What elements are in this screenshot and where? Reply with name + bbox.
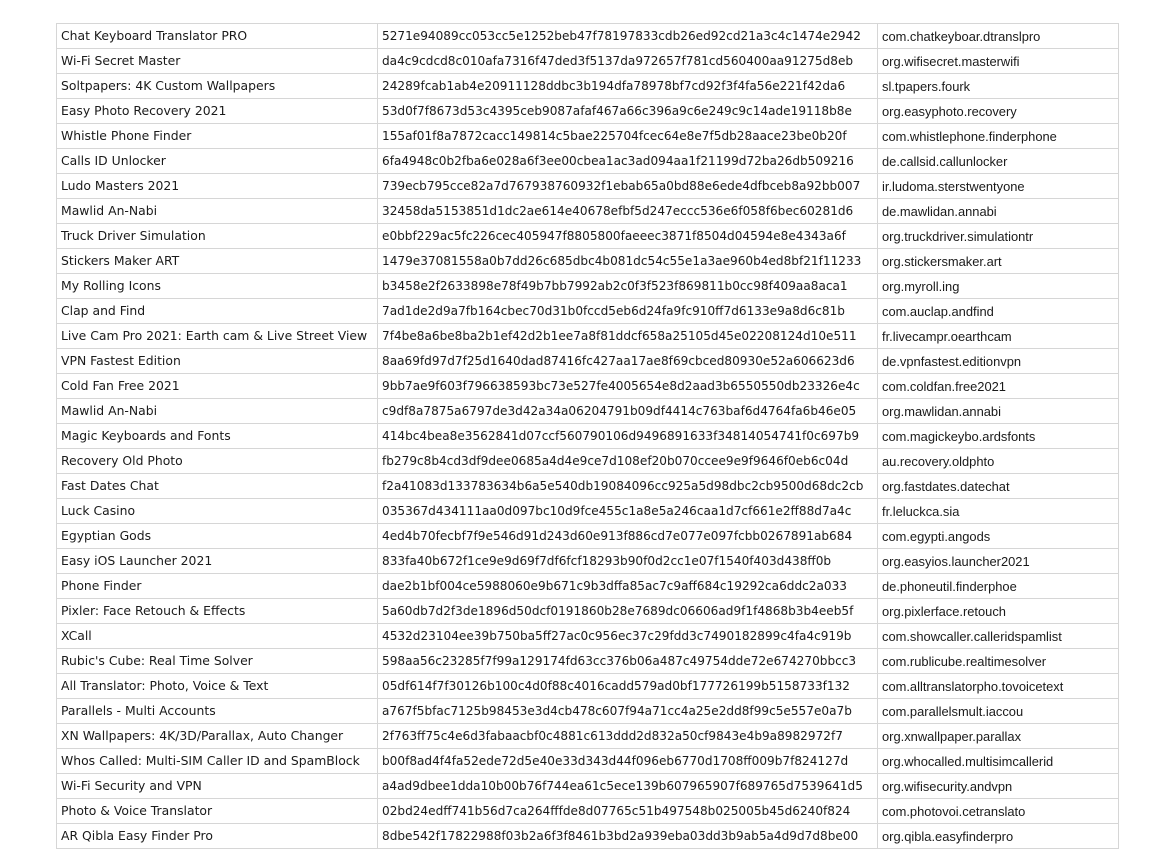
sha256-hash-cell: b00f8ad4f4fa52ede72d5e40e33d343d44f096eb6770d1708ff009b7f824127d (378, 749, 878, 774)
package-name-cell: org.stickersmaker.art (878, 249, 1119, 274)
app-name-cell: Mawlid An-Nabi (57, 399, 378, 424)
app-name-cell: AR Qibla Easy Finder Pro (57, 824, 378, 849)
package-name-cell: org.wifisecret.masterwifi (878, 49, 1119, 74)
app-name-cell: Ludo Masters 2021 (57, 174, 378, 199)
app-name-cell: Parallels - Multi Accounts (57, 699, 378, 724)
package-name-cell: com.egypti.angods (878, 524, 1119, 549)
app-name-cell: Whos Called: Multi-SIM Caller ID and SpamBlock (57, 749, 378, 774)
app-name-cell: Easy Photo Recovery 2021 (57, 99, 378, 124)
app-name-cell: Calls ID Unlocker (57, 149, 378, 174)
app-name-cell: Wi-Fi Secret Master (57, 49, 378, 74)
app-list-table (56, 23, 1119, 849)
sha256-hash-cell: f2a41083d133783634b6a5e540db19084096cc925a5d98dbc2cb9500d68dc2cb (378, 474, 878, 499)
package-name-cell: ir.ludoma.sterstwentyone (878, 174, 1119, 199)
package-name-cell: com.auclap.andfind (878, 299, 1119, 324)
sha256-hash-cell: 4532d23104ee39b750ba5ff27ac0c956ec37c29fdd3c7490182899c4fa4c919b (378, 624, 878, 649)
sha256-hash-cell: 414bc4bea8e3562841d07ccf560790106d9496891633f34814054741f0c697b9 (378, 424, 878, 449)
table-row (57, 149, 1119, 174)
table-row (57, 274, 1119, 299)
sha256-hash-cell: a4ad9dbee1dda10b00b76f744ea61c5ece139b607965907f689765d7539641d5 (378, 774, 878, 799)
app-name-cell: Photo & Voice Translator (57, 799, 378, 824)
sha256-hash-cell: 1479e37081558a0b7dd26c685dbc4b081dc54c55e1a3ae960b4ed8bf21f11233 (378, 249, 878, 274)
app-name-cell: Rubic's Cube: Real Time Solver (57, 649, 378, 674)
sha256-hash-cell: 5271e94089cc053cc5e1252beb47f78197833cdb26ed92cd21a3c4c1474e2942 (378, 24, 878, 49)
sha256-hash-cell: 24289fcab1ab4e20911128ddbc3b194dfa78978bf7cd92f3f4fa56e221f42da6 (378, 74, 878, 99)
table-row (57, 99, 1119, 124)
table-row (57, 824, 1119, 849)
table-row (57, 549, 1119, 574)
app-name-cell: Fast Dates Chat (57, 474, 378, 499)
table-row (57, 674, 1119, 699)
app-name-cell: XN Wallpapers: 4K/3D/Parallax, Auto Changer (57, 724, 378, 749)
package-name-cell: de.callsid.callunlocker (878, 149, 1119, 174)
table-row (57, 699, 1119, 724)
package-name-cell: sl.tpapers.fourk (878, 74, 1119, 99)
app-name-cell: XCall (57, 624, 378, 649)
table-row (57, 524, 1119, 549)
package-name-cell: com.parallelsmult.iaccou (878, 699, 1119, 724)
sha256-hash-cell: fb279c8b4cd3df9dee0685a4d4e9ce7d108ef20b070ccee9e9f9646f0eb6c04d (378, 449, 878, 474)
package-name-cell: de.phoneutil.finderphoe (878, 574, 1119, 599)
package-name-cell: com.alltranslatorpho.tovoicetext (878, 674, 1119, 699)
package-name-cell: de.vpnfastest.editionvpn (878, 349, 1119, 374)
sha256-hash-cell: 035367d434111aa0d097bc10d9fce455c1a8e5a246caa1d7cf661e2ff88d7a4c (378, 499, 878, 524)
sha256-hash-cell: e0bbf229ac5fc226cec405947f8805800faeeec3871f8504d04594e8e4343a6f (378, 224, 878, 249)
app-name-cell: Mawlid An-Nabi (57, 199, 378, 224)
table-row (57, 774, 1119, 799)
package-name-cell: org.mawlidan.annabi (878, 399, 1119, 424)
app-name-cell: My Rolling Icons (57, 274, 378, 299)
app-name-cell: Clap and Find (57, 299, 378, 324)
app-name-cell: Truck Driver Simulation (57, 224, 378, 249)
package-name-cell: org.qibla.easyfinderpro (878, 824, 1119, 849)
sha256-hash-cell: dae2b1bf004ce5988060e9b671c9b3dffa85ac7c9aff684c19292ca6ddc2a033 (378, 574, 878, 599)
sha256-hash-cell: 8aa69fd97d7f25d1640dad87416fc427aa17ae8f69cbced80930e52a606623d6 (378, 349, 878, 374)
sha256-hash-cell: 53d0f7f8673d53c4395ceb9087afaf467a66c396a9c6e249c9c14ade19118b8e (378, 99, 878, 124)
package-name-cell: au.recovery.oldphto (878, 449, 1119, 474)
table-row (57, 374, 1119, 399)
sha256-hash-cell: a767f5bfac7125b98453e3d4cb478c607f94a71cc4a25e2dd8f99c5e557e0a7b (378, 699, 878, 724)
app-name-cell: Chat Keyboard Translator PRO (57, 24, 378, 49)
package-name-cell: com.rublicube.realtimesolver (878, 649, 1119, 674)
table-row (57, 474, 1119, 499)
sha256-hash-cell: da4c9cdcd8c010afa7316f47ded3f5137da972657f781cd560400aa91275d8eb (378, 49, 878, 74)
package-name-cell: org.wifisecurity.andvpn (878, 774, 1119, 799)
table-row (57, 174, 1119, 199)
app-name-cell: Whistle Phone Finder (57, 124, 378, 149)
table-row (57, 24, 1119, 49)
table-row (57, 299, 1119, 324)
sha256-hash-cell: b3458e2f2633898e78f49b7bb7992ab2c0f3f523f869811b0cc98f409aa8aca1 (378, 274, 878, 299)
package-name-cell: com.whistlephone.finderphone (878, 124, 1119, 149)
table-row (57, 199, 1119, 224)
sha256-hash-cell: 2f763ff75c4e6d3fabaacbf0c4881c613ddd2d832a50cf9843e4b9a8982972f7 (378, 724, 878, 749)
app-name-cell: Cold Fan Free 2021 (57, 374, 378, 399)
app-name-cell: Stickers Maker ART (57, 249, 378, 274)
package-name-cell: org.easyphoto.recovery (878, 99, 1119, 124)
package-name-cell: com.coldfan.free2021 (878, 374, 1119, 399)
table-row (57, 424, 1119, 449)
package-name-cell: com.magickeybo.ardsfonts (878, 424, 1119, 449)
package-name-cell: org.easyios.launcher2021 (878, 549, 1119, 574)
package-name-cell: org.xnwallpaper.parallax (878, 724, 1119, 749)
sha256-hash-cell: 7f4be8a6be8ba2b1ef42d2b1ee7a8f81ddcf658a25105d45e02208124d10e511 (378, 324, 878, 349)
app-name-cell: All Translator: Photo, Voice & Text (57, 674, 378, 699)
sha256-hash-cell: 598aa56c23285f7f99a129174fd63cc376b06a487c49754dde72e674270bbcc3 (378, 649, 878, 674)
table-row (57, 399, 1119, 424)
app-name-cell: Magic Keyboards and Fonts (57, 424, 378, 449)
table-row (57, 649, 1119, 674)
table-row (57, 224, 1119, 249)
table-row (57, 749, 1119, 774)
package-name-cell: fr.livecampr.oearthcam (878, 324, 1119, 349)
package-name-cell: org.fastdates.datechat (878, 474, 1119, 499)
table-row (57, 49, 1119, 74)
package-name-cell: fr.leluckca.sia (878, 499, 1119, 524)
sha256-hash-cell: 7ad1de2d9a7fb164cbec70d31b0fccd5eb6d24fa9fc910ff7d6133e9a8d6c81b (378, 299, 878, 324)
package-name-cell: com.showcaller.calleridspamlist (878, 624, 1119, 649)
app-list-table-container (56, 23, 1118, 849)
app-name-cell: Egyptian Gods (57, 524, 378, 549)
app-name-cell: Recovery Old Photo (57, 449, 378, 474)
table-row (57, 449, 1119, 474)
app-name-cell: Phone Finder (57, 574, 378, 599)
package-name-cell: org.whocalled.multisimcallerid (878, 749, 1119, 774)
sha256-hash-cell: 6fa4948c0b2fba6e028a6f3ee00cbea1ac3ad094aa1f21199d72ba26db509216 (378, 149, 878, 174)
table-row (57, 349, 1119, 374)
table-row (57, 599, 1119, 624)
app-name-cell: VPN Fastest Edition (57, 349, 378, 374)
app-name-cell: Easy iOS Launcher 2021 (57, 549, 378, 574)
app-name-cell: Pixler: Face Retouch & Effects (57, 599, 378, 624)
sha256-hash-cell: 02bd24edff741b56d7ca264fffde8d07765c51b497548b025005b45d6240f824 (378, 799, 878, 824)
app-name-cell: Soltpapers: 4K Custom Wallpapers (57, 74, 378, 99)
table-row (57, 799, 1119, 824)
sha256-hash-cell: 8dbe542f17822988f03b2a6f3f8461b3bd2a939eba03dd3b9ab5a4d9d7d8be00 (378, 824, 878, 849)
app-name-cell: Live Cam Pro 2021: Earth cam & Live Street View (57, 324, 378, 349)
sha256-hash-cell: 5a60db7d2f3de1896d50dcf0191860b28e7689dc06606ad9f1f4868b3b4eeb5f (378, 599, 878, 624)
package-name-cell: de.mawlidan.annabi (878, 199, 1119, 224)
table-row (57, 624, 1119, 649)
package-name-cell: com.chatkeyboar.dtranslpro (878, 24, 1119, 49)
table-row (57, 324, 1119, 349)
app-name-cell: Wi-Fi Security and VPN (57, 774, 378, 799)
package-name-cell: com.photovoi.cetranslato (878, 799, 1119, 824)
sha256-hash-cell: 739ecb795cce82a7d767938760932f1ebab65a0bd88e6ede4dfbceb8a92bb007 (378, 174, 878, 199)
package-name-cell: org.pixlerface.retouch (878, 599, 1119, 624)
package-name-cell: org.truckdriver.simulationtr (878, 224, 1119, 249)
app-name-cell: Luck Casino (57, 499, 378, 524)
table-row (57, 724, 1119, 749)
table-body (57, 24, 1119, 849)
sha256-hash-cell: 155af01f8a7872cacc149814c5bae225704fcec64e8e7f5db28aace23be0b20f (378, 124, 878, 149)
sha256-hash-cell: c9df8a7875a6797de3d42a34a06204791b09df4414c763baf6d4764fa6b46e05 (378, 399, 878, 424)
table-row (57, 574, 1119, 599)
table-row (57, 74, 1119, 99)
sha256-hash-cell: 4ed4b70fecbf7f9e546d91d243d60e913f886cd7e077e097fcbb0267891ab684 (378, 524, 878, 549)
table-row (57, 249, 1119, 274)
sha256-hash-cell: 833fa40b672f1ce9e9d69f7df6fcf18293b90f0d2cc1e07f1540f403d438ff0b (378, 549, 878, 574)
sha256-hash-cell: 05df614f7f30126b100c4d0f88c4016cadd579ad0bf177726199b5158733f132 (378, 674, 878, 699)
package-name-cell: org.myroll.ing (878, 274, 1119, 299)
sha256-hash-cell: 32458da5153851d1dc2ae614e40678efbf5d247eccc536e6f058f6bec60281d6 (378, 199, 878, 224)
sha256-hash-cell: 9bb7ae9f603f796638593bc73e527fe4005654e8d2aad3b6550550db23326e4c (378, 374, 878, 399)
table-row (57, 499, 1119, 524)
table-row (57, 124, 1119, 149)
